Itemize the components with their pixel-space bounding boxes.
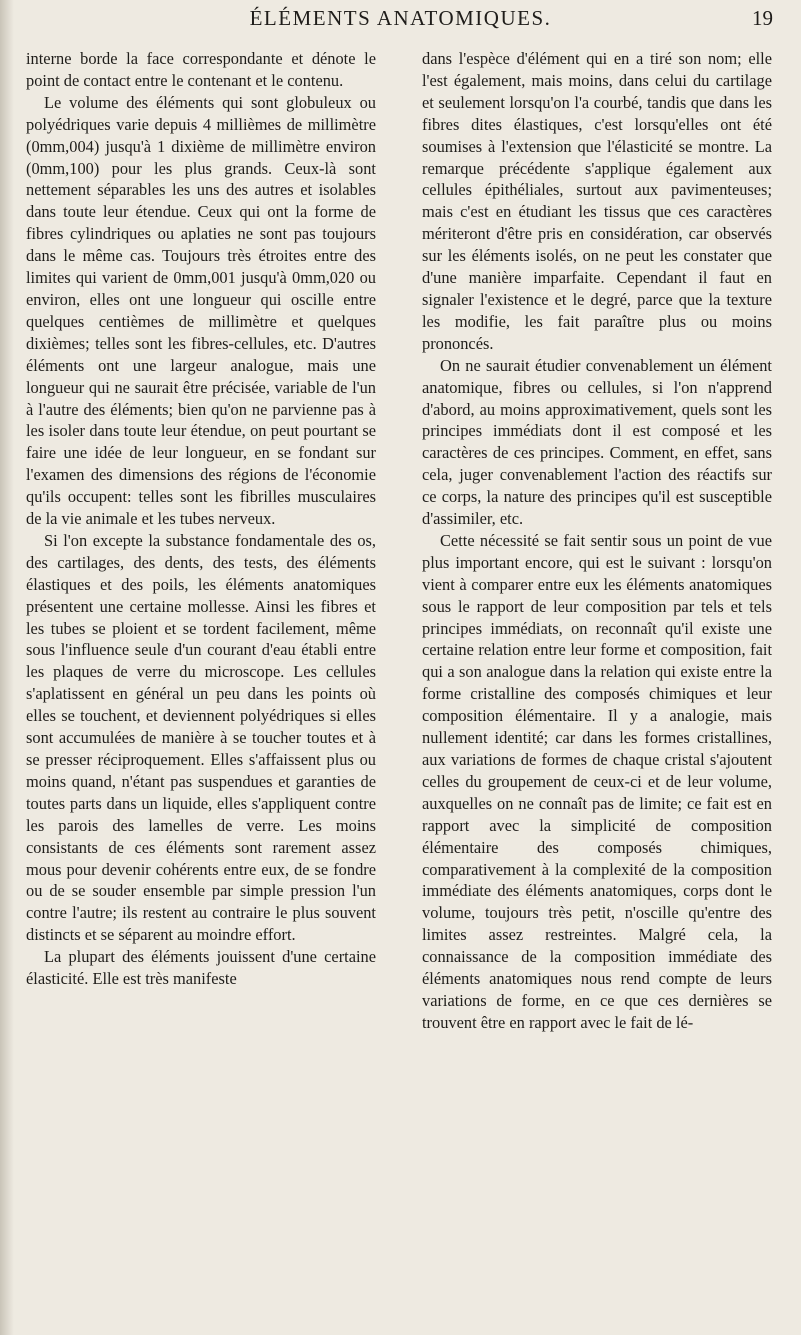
paragraph: Si l'on excepte la substance fondamentale des os, des cartilages, des dents, des tests, des éléments élastiques et des poils, les éléments anatomiques présentent une certaine mollesse. Ainsi les fibres et les tubes se ploient et se tordent facilement, même sous l'influence seule d'un courant d'eau établi entre les plaques de verre du microscope. Les cellules s'aplatissent en général un peu dans les points où elles se touchent, et deviennent polyédriques si elles sont accumulées de manière à se toucher toutes et à se presser réciproquement. Elles s'affaissent plus ou moins quand, n'étant pas suspendues et garanties de toutes parts dans un liquide, elles s'appliquent contre les parois des lamelles de verre. Les moins consistants de ces éléments sont rarement assez mous pour devenir cohérents entre eux, de se fondre ou de se souder ensemble par simple pression l'un contre l'autre; ils restent au contraire le plus souvent distincts et se séparent au moindre effort. — [26, 530, 376, 945]
paragraph: dans l'espèce d'élément qui en a tiré son nom; elle l'est également, mais moins, dans celui du cartilage et seulement lorsqu'on l'a courbé, tandis que dans les fibres dites élastiques, c'est lorsqu'elles ont été soumises à l'extension que l'élasticité se montre. La remarque précédente s'applique également aux cellules épithéliales, surtout aux pavimenteuses; mais c'est en étudiant les tissus que ces caractères mériteront d'être pris en considération, car observés sur les éléments isolés, on ne peut les constater que d'une manière imparfaite. Cependant il faut en signaler l'existence et le degré, parce que la texture les modifie, les fait paraître plus ou moins prononcés. — [422, 49, 772, 353]
binding-shadow — [0, 0, 14, 1335]
paragraph: La plupart des éléments jouissent d'une certaine élasticité. Elle est très manifeste — [26, 947, 376, 989]
paragraph: Cette nécessité se fait sentir sous un point de vue plus important encore, qui est le suivant : lorsqu'on vient à comparer entre eux les éléments anatomiques sous le rapport de leur composition par tels et tels principes immédiats, on reconnaît qu'il existe une certaine relation entre leur forme et composition, fait qui a son analogue dans la relation qui existe entre la forme cristalline des composés chimiques et leur composition élémentaire. Il y a analogie, mais nullement identité; car dans les formes cristallines, aux variations de formes de chaque cristal s'ajoutent celles du groupement de ceux-ci et de leur volume, auxquelles on ne connaît pas de limite; ce fait est en rapport avec la simplicité de composition élémentaire des composés chimiques, comparativement à la complexité de la composition immédiate des éléments anatomiques, corps dont le volume, toujours très petit, n'oscille qu'entre des limites assez restreintes. Malgré cela, la connaissance de la composition immédiate des éléments anatomiques nous rend compte de leurs variations de forme, en ce que ces dernières se trouvent être en rapport avec le fait de lé- — [422, 530, 772, 1032]
right-column — [422, 48, 772, 1034]
left-column — [26, 48, 376, 990]
running-title: ÉLÉMENTS ANATOMIQUES. — [249, 6, 552, 30]
running-head — [0, 6, 801, 36]
page-number: 19 — [752, 6, 773, 30]
paragraph: On ne saurait étudier convenablement un élément anatomique, fibres ou cellules, si l'on n'apprend d'abord, au moins approximativement, quels sont les principes immédiats dont il est composé et les caractères de ces principes. Comment, en effet, sans cela, juger convenablement l'action des réactifs sur ce corps, la nature des principes qu'il est susceptible d'assimiler, etc. — [422, 355, 772, 529]
paragraph: Le volume des éléments qui sont globuleux ou polyédriques varie depuis 4 millièmes de millimètre (0mm,004) jusqu'à 1 dixième de millimètre environ (0mm,100) pour les plus grands. Ceux-là sont nettement séparables les uns des autres et isolables dans toute leur étendue. Ceux qui ont la forme de fibres cylindriques ou aplaties ne sont pas toujours dans le même cas. Toujours très étroites entre des limites qui varient de 0mm,001 jusqu'à 0mm,020 ou environ, elles ont une longueur qui oscille entre quelques centièmes de millimètre et quelques dixièmes; telles sont les fibres-cellules, etc. D'autres éléments ont une largeur analogue, mais une longueur qui ne saurait être précisée, variable de l'un à l'autre des éléments; bien qu'on ne parvienne pas à les isoler dans toute leur étendue, on peut pourtant se faire une idée de leur longueur, en se fondant sur l'examen des dimensions des régions de l'économie qu'ils occupent: telles sont les fibrilles musculaires de la vie animale et les tubes nerveux. — [26, 92, 376, 529]
paragraph: interne borde la face correspondante et dénote le point de contact entre le contenant et le contenu. — [26, 49, 376, 90]
